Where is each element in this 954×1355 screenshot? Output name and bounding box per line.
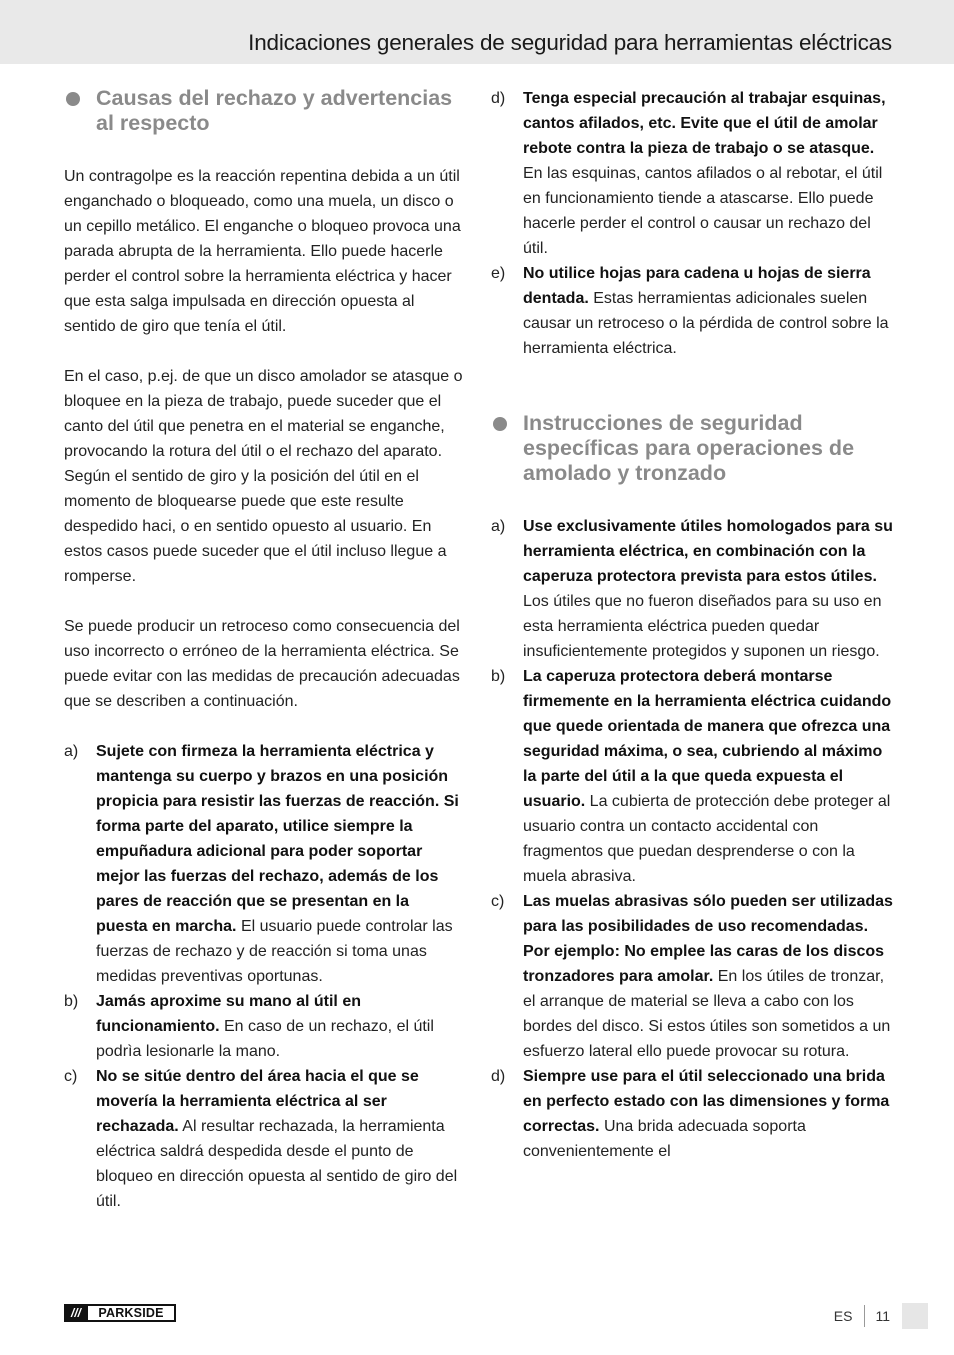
list-item-text: Estas herramientas adicionales suelen causar un retroceso o la pérdida de control sobre la herramienta eléctrica. — [523, 290, 889, 357]
list-item-content — [96, 989, 464, 1064]
list-marker: b) — [491, 668, 506, 685]
section-heading-grinding — [491, 411, 893, 486]
list-item — [491, 1064, 893, 1164]
list-item — [491, 514, 893, 664]
logo-brand-text: PARKSIDE — [88, 1306, 174, 1320]
section-heading-kickback — [64, 86, 464, 136]
list-item-text: En las esquinas, cantos afilados o al rebotar, el útil en funcionamiento tiende a atascarse. Ello puede hacerle perder el control o causar un rechazo del útil. — [523, 165, 883, 257]
list-item-content — [96, 1064, 464, 1214]
list-item-content — [523, 514, 893, 664]
list-marker: c) — [64, 1068, 78, 1085]
spacer — [491, 361, 893, 411]
page-tab-box — [902, 1303, 928, 1329]
parkside-logo — [64, 1304, 176, 1322]
paragraph: Se puede producir un retroceso como consecuencia del uso incorrecto o erróneo de la herramienta eléctrica. Se puede evitar con las medidas de precaución adecuadas que se describen a continuación. — [64, 618, 460, 710]
list-item-content — [523, 1064, 893, 1164]
list-item — [64, 989, 464, 1064]
list-item-text: En caso de un rechazo, el útil podrìa lesionarle la mano. — [96, 1018, 434, 1060]
list-item-bold: Jamás aproxime su mano al útil en funcionamiento. — [96, 993, 361, 1035]
page-indicator — [834, 1303, 928, 1329]
list-item-text: La cubierta de protección debe proteger al usuario contra un contacto accidental con fragmentos que puedan desprenderse o con la muela abrasiva. — [523, 793, 891, 885]
list-marker: e) — [491, 265, 506, 282]
bullet-icon — [66, 92, 80, 106]
list-marker: c) — [491, 893, 505, 910]
section-heading-text: Instrucciones de seguridad específicas para operaciones de amolado y tronzado — [523, 411, 855, 485]
language-code: ES — [833, 1308, 853, 1324]
list-item-bold: No utilice hojas para cadena u hojas de sierra dentada. — [523, 265, 871, 307]
list-item-content — [523, 261, 893, 361]
list-item-content — [523, 664, 893, 889]
list-item-text: Los útiles que no fueron diseñados para su uso en esta herramienta eléctrica pueden quedar insuficientemente protegidos y suponen un riesgo. — [523, 593, 882, 660]
list-item-bold: Siempre use para el útil seleccionado una brida en perfecto estado con las dimensiones y forma correctas. — [523, 1068, 890, 1135]
list-item-text: Al resultar rechazada, la herramienta eléctrica saldrá despedida desde el punto de bloqueo en dirección opuesta al sentido de giro del útil. — [96, 1118, 458, 1210]
list-item-bold: Use exclusivamente útiles homologados para su herramienta eléctrica, en combinación con la caperuza protectora prevista para estos útiles. — [523, 518, 893, 585]
list-item-text: En los útiles de tronzar, el arranque de material se lleva a cabo con los bordes del disco. Si estos útiles son sometidos a un esfuerzo lateral ello puede provocar su rotura. — [523, 968, 891, 1060]
right-column — [491, 86, 893, 1164]
list-item-bold: No se sitúe dentro del área hacia el que se movería la herramienta eléctrica al ser rechazada. — [96, 1068, 419, 1135]
list-item-bold: La caperuza protectora deberá montarse firmemente en la herramienta eléctrica cuidando que quede orientada de manera que ofrezca una seguridad máxima, o sea, cubriendo al máximo la parte del útil a la que queda expuesta el usuario. — [523, 668, 892, 810]
list-item-bold: Las muelas abrasivas sólo pueden ser utilizadas para las posibilidades de uso recomendadas. Por ejemplo: No emplee las caras de los discos tronzadores para amolar. — [523, 893, 893, 985]
list-marker: a) — [64, 743, 79, 760]
list-item-content — [523, 889, 893, 1064]
list-item-content — [523, 86, 893, 261]
list-item — [64, 1064, 464, 1214]
left-column — [64, 86, 464, 1214]
list-marker: d) — [491, 90, 506, 107]
list-item-text: Una brida adecuada soporta convenientemente el — [523, 1118, 806, 1160]
list-marker: b) — [64, 993, 79, 1010]
paragraph: Un contragolpe es la reacción repentina debida a un útil enganchado o bloqueado, como una muela, un disco o un cepillo metálico. El enganche o bloqueo provoca una parada abrupta de la herramienta. Ello puede hacerle perder el control sobre la herramienta eléctrica y hacer que esta salga impulsada en dirección opuesta al sentido de giro que tenía el útil. — [64, 168, 461, 335]
list-item — [491, 889, 893, 1064]
page-title: Indicaciones generales de seguridad para herramientas eléctricas — [248, 30, 892, 55]
list-item — [491, 261, 893, 361]
logo-slashes-icon: /// — [64, 1304, 88, 1322]
list-marker: d) — [491, 1068, 506, 1085]
paragraph: En el caso, p.ej. de que un disco amolador se atasque o bloquee en la pieza de trabajo, puede suceder que el canto del útil que penetra en el material se enganche, provocando la rotura del útil o el rechazo del aparato. Según el sentido de giro y la posición del útil en el momento de bloquearse puede que este resulte despedido haci, o en sentido opuesto al usuario. En estos casos puede suceder que el útil incluso llegue a romperse. — [64, 368, 463, 585]
list-item — [64, 739, 464, 989]
list-marker: a) — [491, 518, 506, 535]
section-heading-text: Causas del rechazo y advertencias al respecto — [96, 86, 453, 135]
list-item-bold: Sujete con firmeza la herramienta eléctrica y mantenga su cuerpo y brazos en una posición propicia para resistir las fuerzas de reacción. Si forma parte del aparato, utilice siempre la empuñadura adicional para poder soportar mejor las fuerzas del rechazo, además de los pares de reacción que se presentan en la puesta en marcha. — [96, 743, 459, 935]
page-number: 11 — [875, 1308, 890, 1324]
list-item-bold: Tenga especial precaución al trabajar esquinas, cantos afilados, etc. Evite que el útil de amolar rebote contra la pieza de trabajo o se atasque. — [523, 90, 886, 157]
list-item — [491, 664, 893, 889]
list-item — [491, 86, 893, 261]
list-item-text: El usuario puede controlar las fuerzas de rechazo y de reacción si toma unas medidas preventivas oportunas. — [96, 918, 453, 985]
list-item-content — [96, 739, 464, 989]
bullet-icon — [493, 417, 507, 431]
